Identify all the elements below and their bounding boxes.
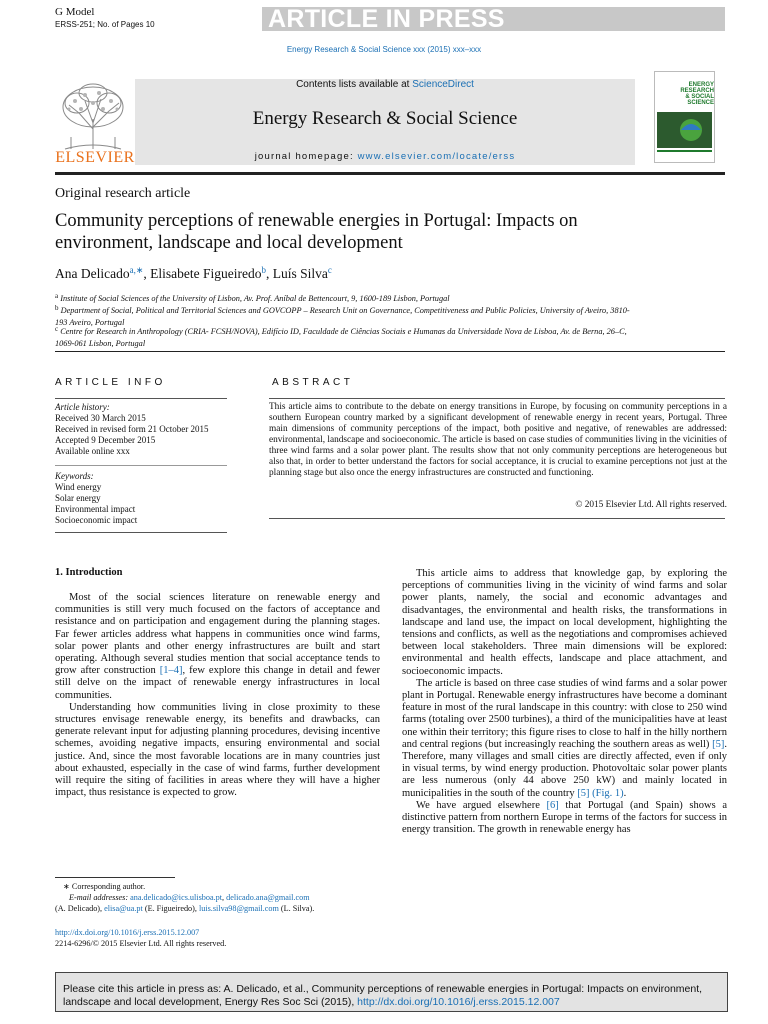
email-line: E-mail addresses: ana.delicado@ics.ulisboa.pt, delicado.ana@gmail.com <box>69 893 310 902</box>
history-item: Accepted 9 December 2015 <box>55 435 156 445</box>
citation-body: Please cite this article in press as: A. Delicado, et al., Community perceptions of renewable energies in Portugal: Impacts on environment, landscape and local development, Energy Res Soc Sci (2015), <box>63 983 703 1008</box>
issn-line: 2214-6296/© 2015 Elsevier Ltd. All rights reserved. <box>55 939 227 948</box>
abstract-divider <box>269 398 725 399</box>
email-line <box>55 903 375 914</box>
email-owner: (E. Figueiredo), <box>142 904 199 913</box>
author-superscript[interactable]: a,∗ <box>129 265 144 275</box>
email-owner: (L. Silva). <box>278 904 315 913</box>
email-link[interactable]: elisa@ua.pt <box>104 904 143 913</box>
reference-link[interactable]: [6] <box>546 799 559 811</box>
keywords <box>55 471 235 526</box>
paragraph: This article aims to address that knowledge gap, by exploring the perceptions of communities living in the vicinity of wind farms and solar power plants, namely, the social and economic advantages and disadvantages, the environmental and health risks, the transformations in landscape and land use, the impact on local development, highlighting the tensions and conflicts, as well as the negotiations and compromises achieved between local stakeholders. Three main dimensions will be explored: environmental and health effects, landscape and place attachment, and socioeconomic impacts. <box>402 568 727 677</box>
journal-homepage-line <box>135 151 635 162</box>
doi-link[interactable]: http://dx.doi.org/10.1016/j.erss.2015.12.007 <box>55 928 200 937</box>
email-link[interactable]: ana.delicado@ics.ulisboa.pt <box>130 893 222 902</box>
abstract-divider <box>269 518 725 519</box>
citation-doi-link[interactable]: http://dx.doi.org/10.1016/j.erss.2015.12.007 <box>357 996 560 1008</box>
email-link[interactable]: luis.silva98@gmail.com <box>198 904 279 913</box>
section-heading-introduction: 1. Introduction <box>55 567 123 578</box>
reference-link[interactable]: [5] <box>577 787 590 799</box>
abstract-text: This article aims to contribute to the debate on energy transitions in Europe, by focusing on community perceptions in a southern European country marked by a significant development of renewable energy in recent years, Portugal. Three main dimensions of community perceptions of the impact, both positive and negative, of renewables are addressed: environmental, landscape and socioeconomic. The article is based on case studies of communities living in the vicinities of three wind farms and a solar power plant. The results show that not only community perceptions are heterogeneous but also that, in order to better understand the factors for social acceptance, it is crucial to examine perceptions not just at the planning stage but also once the energy infrastructures are constructed and functioning. <box>269 402 727 478</box>
affiliation-marker: b <box>55 304 59 312</box>
paragraph <box>402 800 727 837</box>
affiliation-marker: a <box>55 292 59 300</box>
affiliation-text: Centre for Research in Anthropology (CRIA- FCSH/NOVA), Edifício ID, Faculdade de Ciências Sociais e Humanas da Universidade Nova de Lisboa, Av. de Berna, 26–C, 1069-061 Lisbon, Portugal <box>55 327 627 348</box>
abstract-heading: ABSTRACT <box>272 377 354 388</box>
keyword: Socioeconomic impact <box>55 515 138 525</box>
author-superscript[interactable]: c <box>327 265 332 275</box>
reference-link[interactable]: [1–4] <box>159 665 183 677</box>
article-type: Original research article <box>55 186 191 201</box>
author-name: Elisabete Figueiredo <box>150 266 262 281</box>
elsevier-wordmark: ELSEVIER <box>55 149 135 166</box>
citation-text <box>63 983 723 1009</box>
affiliation-text: Department of Social, Political and Territorial Sciences and GOVCOPP – Research Unit on Governance, Competitiveness and Public Policies, University of Aveiro, 3810-193 Aveiro, Portugal <box>55 306 630 327</box>
doi-block <box>55 927 375 949</box>
corresponding-author-note: ∗ Corresponding author. <box>63 882 146 891</box>
contents-prefix: Contents lists available at <box>296 79 413 90</box>
keyword: Environmental impact <box>55 504 136 514</box>
history-item: Received in revised form 21 October 2015 <box>55 424 209 434</box>
g-model-label: G Model <box>55 6 95 18</box>
homepage-prefix: journal homepage: <box>254 151 358 162</box>
paragraph-text: Most of the social sciences literature on renewable energy and communities is still very much focused on the factors of acceptance and resistance and on participation and engagement during the planning stages. Far fewer articles address what happens in communities once wind farms, solar power plants and other energy infrastructures are built and start operating. Although several studies mention that social acceptance tends to grow after construction <box>55 592 380 677</box>
author-name: Ana Delicado <box>55 266 130 281</box>
manuscript-id: ERSS-251; No. of Pages 10 <box>55 20 155 29</box>
info-divider <box>55 465 227 466</box>
affiliation-marker: c <box>55 325 59 333</box>
journal-title: Energy Research & Social Science <box>252 108 518 129</box>
abstract-copyright: © 2015 Elsevier Ltd. All rights reserved. <box>575 500 727 510</box>
info-divider <box>55 398 227 399</box>
info-divider <box>55 532 227 533</box>
author-name: Luís Silva <box>272 266 328 281</box>
email-owner: (A. Delicado), <box>55 904 105 913</box>
journal-reference-link[interactable]: Energy Research & Social Science xxx (2015) xxx–xxx <box>286 45 482 54</box>
paragraph-text: that Portugal (and Spain) shows a distinctive pattern from northern Europe in terms of the factors for success in energy transition. The growth in renewable energy has <box>402 799 727 836</box>
keywords-label: Keywords: <box>55 471 94 481</box>
email-label: E-mail addresses: <box>69 893 131 902</box>
paragraph-text: . <box>623 787 627 799</box>
paragraph <box>55 592 380 702</box>
footnote <box>55 881 375 914</box>
paragraph-text: We have argued elsewhere <box>416 799 547 811</box>
article-info-heading: ARTICLE INFO <box>55 377 166 388</box>
keyword: Wind energy <box>55 482 102 492</box>
body-column-right <box>402 568 727 836</box>
sciencedirect-link[interactable]: ScienceDirect <box>412 79 474 90</box>
contents-line <box>135 79 635 90</box>
footnote-rule <box>55 877 175 878</box>
paragraph <box>402 678 727 800</box>
paragraph-text: The article is based on three case studies of wind farms and a solar power plant in Portugal. Renewable energy infrastructures have become a dominant feature in most of the rural landscape in this country: with close to 250 wind farms (totaling over 2500 turbines), a third of the municipalities have at least one within their territory; this figure rises to close to half in the hilly northern and central regions (but increasingly reaching the southern areas as well) <box>402 677 727 750</box>
keyword: Solar energy <box>55 493 101 503</box>
reference-link[interactable]: [5] <box>712 738 725 750</box>
history-item: Available online xxx <box>55 446 130 456</box>
body-column-left <box>55 592 380 799</box>
figure-link[interactable]: (Fig. 1) <box>592 787 624 799</box>
paragraph: Understanding how communities living in close proximity to these structures envisage renewable energy, its benefits and drawbacks, can generate relevant input for adjusting planning procedures, devising incentive schemes, avoiding negative impacts, ensuring environmental and social justice. And, since the most favorable locations are in many countries just about exhausted, especially in the case of wind farms, further development will require the siting of facilities in areas where they will have a higher impact, thus resistance is expected to grow. <box>55 701 380 799</box>
author-list: Ana Delicado$^{a,∗}$, Elisabete Figueiredo$^b$, Luís Silva$^c$ <box>55 265 332 281</box>
affiliation-text: Institute of Social Sciences of the University of Lisbon, Av. Prof. Aníbal de Bettencourt, 9, 1600-189 Lisbon, Portugal <box>60 294 450 303</box>
history-label: Article history: <box>55 402 110 412</box>
article-title: Community perceptions of renewable energies in Portugal: Impacts on environment, landscape and local development <box>55 211 578 253</box>
paragraph-text: , few explore this change in detail and fewer still delve on the impact of renewable energy infrastructures in local communities. <box>55 665 380 701</box>
homepage-link[interactable]: www.elsevier.com/locate/erss <box>357 151 516 162</box>
paragraph-text: . Therefore, many villages and small cities are directly affected, even if only in visual terms, by wind energy production. Photovoltaic solar power plants are less numerous (only 44 above 250 kW) and mainly located in municipalities in the south of the country <box>402 738 727 799</box>
title-divider <box>55 351 725 352</box>
affiliation <box>55 324 635 349</box>
header-rule <box>55 172 725 175</box>
history-item: Received 30 March 2015 <box>55 413 146 423</box>
article-in-press-text: ARTICLE IN PRESS <box>268 5 505 33</box>
author-superscript[interactable]: b <box>261 265 266 275</box>
cover-title: ENERGY RESEARCH & SOCIAL SCIENCE <box>680 82 714 106</box>
email-link[interactable]: delicado.ana@gmail.com <box>226 893 310 902</box>
article-history <box>55 402 235 457</box>
